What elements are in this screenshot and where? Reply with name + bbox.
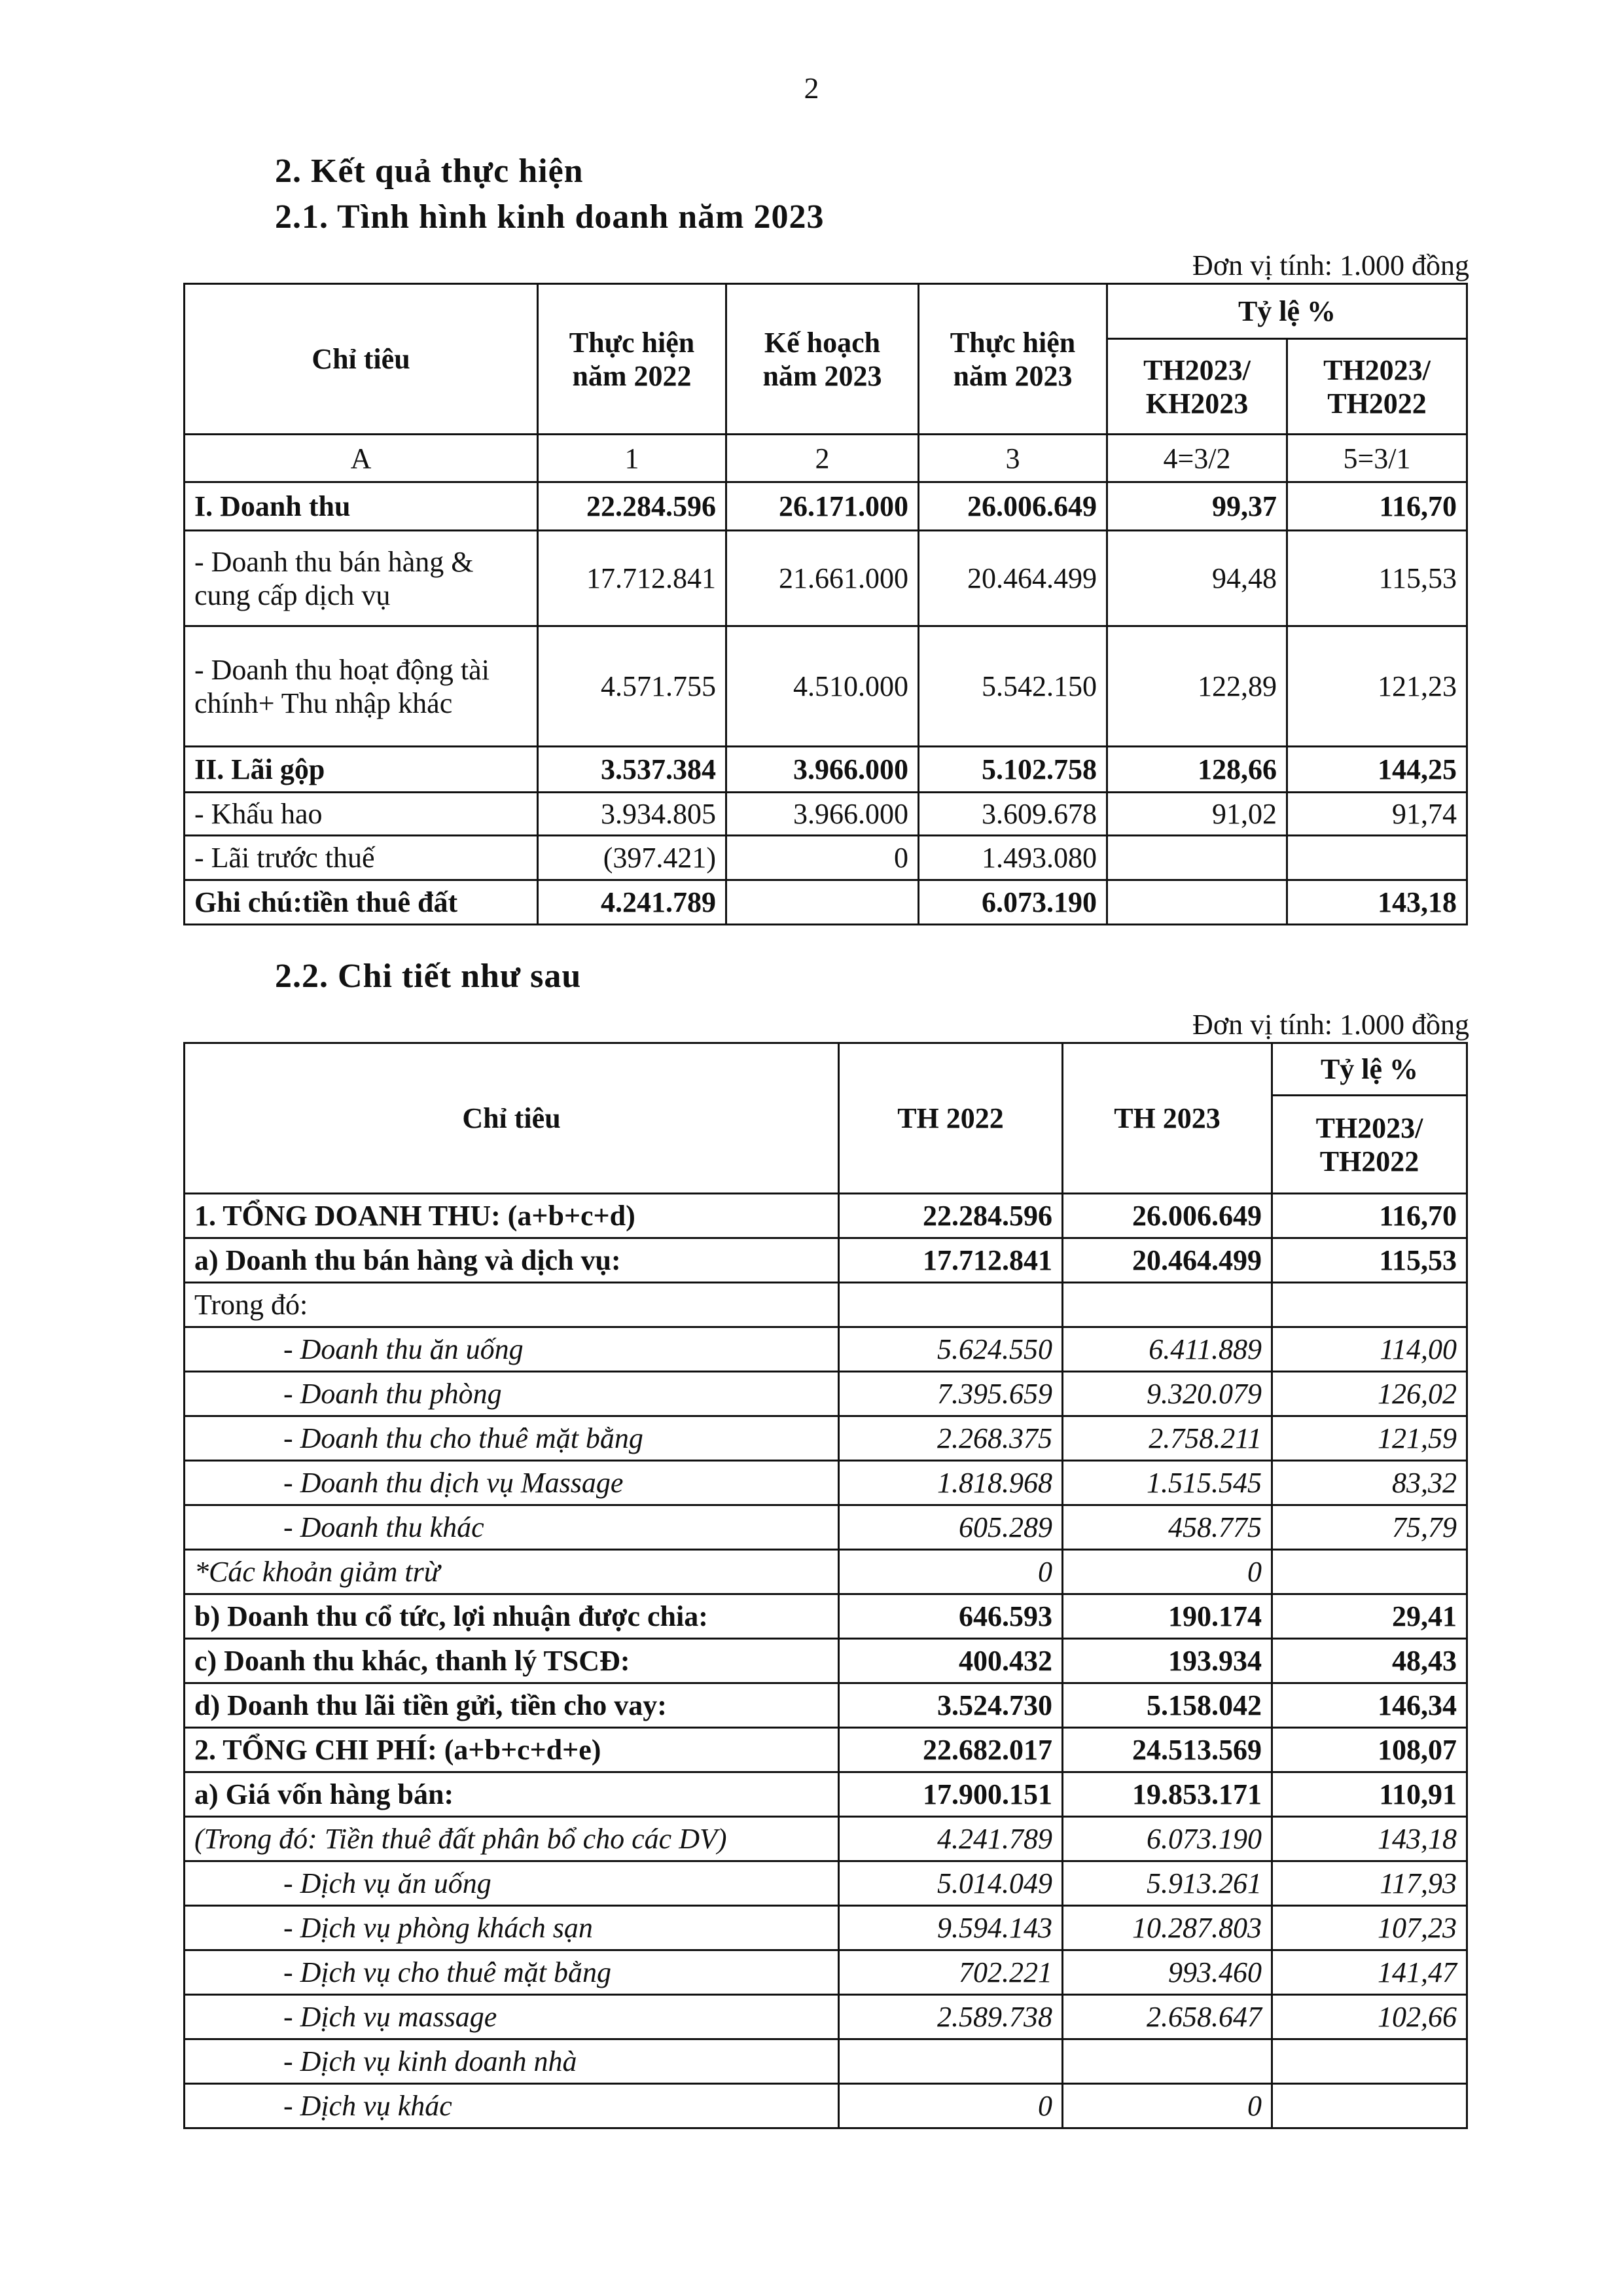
- table1-row-revenue: [185, 482, 1467, 531]
- value-cell: 17.712.841: [538, 531, 726, 626]
- table1-index-cell: 3: [919, 435, 1107, 482]
- table2-header-indicator: Chỉ tiêu: [185, 1043, 839, 1194]
- value-cell: 3.966.000: [726, 747, 919, 793]
- value-cell: [839, 2039, 1063, 2084]
- value-cell: 5.624.550: [839, 1327, 1063, 1372]
- value-cell: 0: [839, 1550, 1063, 1594]
- value-cell: 1.818.968: [839, 1461, 1063, 1505]
- row-label: b) Doanh thu cổ tức, lợi nhuận được chia:: [185, 1594, 839, 1639]
- value-cell: [1063, 2039, 1272, 2084]
- row-label: *Các khoản giảm trừ: [185, 1550, 839, 1594]
- value-cell: [1287, 836, 1467, 880]
- table1-row-gross-profit: [185, 747, 1467, 793]
- value-cell: 116,70: [1287, 482, 1467, 531]
- section-heading-results: 2. Kết quả thực hiện: [275, 152, 584, 190]
- table2-header-ratio: TH2023/ TH2022: [1272, 1096, 1467, 1194]
- table1-row-land-rent-note: [185, 880, 1467, 925]
- value-cell: 193.934: [1063, 1639, 1272, 1683]
- row-label: Trong đó:: [185, 1283, 839, 1327]
- table1-header-th-vs-kh: TH2023/ KH2023: [1107, 339, 1287, 435]
- row-label: - Lãi trước thuế: [185, 836, 538, 880]
- row-label: - Doanh thu dịch vụ Massage: [185, 1461, 839, 1505]
- value-cell: 5.102.758: [919, 747, 1107, 793]
- row-label: (Trong đó: Tiền thuê đất phân bổ cho các DV): [185, 1817, 839, 1861]
- table1-index-row: [185, 435, 1467, 482]
- value-cell: 0: [1063, 2084, 1272, 2128]
- table2-row: [185, 2039, 1467, 2084]
- table2-row: [185, 1416, 1467, 1461]
- value-cell: [1272, 2039, 1467, 2084]
- value-cell: 26.006.649: [1063, 1194, 1272, 1238]
- value-cell: 99,37: [1107, 482, 1287, 531]
- table2-row: [185, 1283, 1467, 1327]
- row-label: - Dịch vụ phòng khách sạn: [185, 1906, 839, 1950]
- row-label: 1. TỔNG DOANH THU: (a+b+c+d): [185, 1194, 839, 1238]
- table1-header-indicator: Chỉ tiêu: [185, 284, 538, 435]
- value-cell: 91,74: [1287, 793, 1467, 836]
- value-cell: 0: [1063, 1550, 1272, 1594]
- value-cell: 2.589.738: [839, 1995, 1063, 2039]
- table2-row: [185, 1861, 1467, 1906]
- row-label: a) Giá vốn hàng bán:: [185, 1772, 839, 1817]
- value-cell: 3.609.678: [919, 793, 1107, 836]
- value-cell: [1107, 880, 1287, 925]
- value-cell: 9.594.143: [839, 1906, 1063, 1950]
- value-cell: 7.395.659: [839, 1372, 1063, 1416]
- table1-header-row-1: [185, 284, 1467, 339]
- row-label: - Dịch vụ khác: [185, 2084, 839, 2128]
- row-label: - Doanh thu khác: [185, 1505, 839, 1550]
- value-cell: 2.758.211: [1063, 1416, 1272, 1461]
- value-cell: 17.712.841: [839, 1238, 1063, 1283]
- value-cell: 21.661.000: [726, 531, 919, 626]
- table2-header-th2022: TH 2022: [839, 1043, 1063, 1194]
- value-cell: 108,07: [1272, 1728, 1467, 1772]
- table1-row-financial-revenue: [185, 626, 1467, 747]
- row-label: - Doanh thu cho thuê mặt bằng: [185, 1416, 839, 1461]
- table2-header-th2023: TH 2023: [1063, 1043, 1272, 1194]
- row-label: - Dịch vụ massage: [185, 1995, 839, 2039]
- value-cell: 5.542.150: [919, 626, 1107, 747]
- value-cell: 22.284.596: [839, 1194, 1063, 1238]
- table2-row: [185, 1505, 1467, 1550]
- value-cell: 2.658.647: [1063, 1995, 1272, 2039]
- detail-table: [183, 1042, 1468, 2129]
- table1-index-cell: 5=3/1: [1287, 435, 1467, 482]
- value-cell: 115,53: [1272, 1238, 1467, 1283]
- table1-header-actual-2022: Thực hiện năm 2022: [538, 284, 726, 435]
- row-label: Ghi chú:tiền thuê đất: [185, 880, 538, 925]
- value-cell: 143,18: [1287, 880, 1467, 925]
- row-label: - Doanh thu ăn uống: [185, 1327, 839, 1372]
- row-label: II. Lãi gộp: [185, 747, 538, 793]
- value-cell: 128,66: [1107, 747, 1287, 793]
- value-cell: 20.464.499: [919, 531, 1107, 626]
- value-cell: [1272, 1550, 1467, 1594]
- table1-row-depreciation: [185, 793, 1467, 836]
- value-cell: 4.510.000: [726, 626, 919, 747]
- value-cell: 3.524.730: [839, 1683, 1063, 1728]
- value-cell: 115,53: [1287, 531, 1467, 626]
- table1-row-sales-revenue: [185, 531, 1467, 626]
- value-cell: 6.411.889: [1063, 1327, 1272, 1372]
- table2-header-row-1: [185, 1043, 1467, 1096]
- value-cell: [1107, 836, 1287, 880]
- value-cell: 5.014.049: [839, 1861, 1063, 1906]
- value-cell: 702.221: [839, 1950, 1063, 1995]
- table2-row: [185, 1995, 1467, 2039]
- table1-row-profit-before-tax: [185, 836, 1467, 880]
- value-cell: 107,23: [1272, 1906, 1467, 1950]
- value-cell: 17.900.151: [839, 1772, 1063, 1817]
- value-cell: 22.284.596: [538, 482, 726, 531]
- value-cell: 6.073.190: [919, 880, 1107, 925]
- table2-row: [185, 1950, 1467, 1995]
- value-cell: 116,70: [1272, 1194, 1467, 1238]
- value-cell: 22.682.017: [839, 1728, 1063, 1772]
- row-label: - Dịch vụ ăn uống: [185, 1861, 839, 1906]
- value-cell: 122,89: [1107, 626, 1287, 747]
- value-cell: 0: [839, 2084, 1063, 2128]
- value-cell: 26.171.000: [726, 482, 919, 531]
- value-cell: 114,00: [1272, 1327, 1467, 1372]
- row-label: a) Doanh thu bán hàng và dịch vụ:: [185, 1238, 839, 1283]
- value-cell: 24.513.569: [1063, 1728, 1272, 1772]
- value-cell: 29,41: [1272, 1594, 1467, 1639]
- table2-row: [185, 1594, 1467, 1639]
- value-cell: 190.174: [1063, 1594, 1272, 1639]
- value-cell: 19.853.171: [1063, 1772, 1272, 1817]
- value-cell: 102,66: [1272, 1995, 1467, 2039]
- value-cell: 3.537.384: [538, 747, 726, 793]
- value-cell: 3.966.000: [726, 793, 919, 836]
- value-cell: (397.421): [538, 836, 726, 880]
- page-number: 2: [804, 71, 819, 105]
- table1-header-actual-2023: Thực hiện năm 2023: [919, 284, 1107, 435]
- value-cell: 143,18: [1272, 1817, 1467, 1861]
- section-heading-details: 2.2. Chi tiết như sau: [275, 958, 582, 995]
- table1-index-cell: 1: [538, 435, 726, 482]
- table1-header-th-vs-th: TH2023/ TH2022: [1287, 339, 1467, 435]
- value-cell: 5.913.261: [1063, 1861, 1272, 1906]
- business-summary-table: [183, 283, 1468, 925]
- value-cell: 10.287.803: [1063, 1906, 1272, 1950]
- value-cell: 126,02: [1272, 1372, 1467, 1416]
- table2-row: [185, 1772, 1467, 1817]
- value-cell: 141,47: [1272, 1950, 1467, 1995]
- value-cell: 993.460: [1063, 1950, 1272, 1995]
- value-cell: [1272, 1283, 1467, 1327]
- table2-row: [185, 1817, 1467, 1861]
- row-label: - Doanh thu hoạt động tài chính+ Thu nhập khác: [185, 626, 538, 747]
- value-cell: [839, 1283, 1063, 1327]
- table2-row: [185, 1906, 1467, 1950]
- table2-row: [185, 1683, 1467, 1728]
- value-cell: 26.006.649: [919, 482, 1107, 531]
- table2-row: [185, 1639, 1467, 1683]
- value-cell: 458.775: [1063, 1505, 1272, 1550]
- row-label: - Doanh thu bán hàng & cung cấp dịch vụ: [185, 531, 538, 626]
- table1-header-plan-2023: Kế hoạch năm 2023: [726, 284, 919, 435]
- value-cell: 110,91: [1272, 1772, 1467, 1817]
- value-cell: 121,59: [1272, 1416, 1467, 1461]
- table2-row: [185, 2084, 1467, 2128]
- value-cell: [1063, 1283, 1272, 1327]
- row-label: - Khấu hao: [185, 793, 538, 836]
- table2-row: [185, 1728, 1467, 1772]
- unit-label-table1: Đơn vị tính: 1.000 đồng: [1192, 249, 1469, 281]
- value-cell: 91,02: [1107, 793, 1287, 836]
- row-label: I. Doanh thu: [185, 482, 538, 531]
- row-label: - Dịch vụ cho thuê mặt bằng: [185, 1950, 839, 1995]
- value-cell: 121,23: [1287, 626, 1467, 747]
- row-label: c) Doanh thu khác, thanh lý TSCĐ:: [185, 1639, 839, 1683]
- table2-row: [185, 1461, 1467, 1505]
- value-cell: 94,48: [1107, 531, 1287, 626]
- value-cell: 83,32: [1272, 1461, 1467, 1505]
- value-cell: 1.493.080: [919, 836, 1107, 880]
- value-cell: 1.515.545: [1063, 1461, 1272, 1505]
- value-cell: 117,93: [1272, 1861, 1467, 1906]
- value-cell: 146,34: [1272, 1683, 1467, 1728]
- value-cell: 605.289: [839, 1505, 1063, 1550]
- value-cell: 2.268.375: [839, 1416, 1063, 1461]
- row-label: d) Doanh thu lãi tiền gửi, tiền cho vay:: [185, 1683, 839, 1728]
- value-cell: 4.571.755: [538, 626, 726, 747]
- table1-index-cell: 4=3/2: [1107, 435, 1287, 482]
- value-cell: 4.241.789: [839, 1817, 1063, 1861]
- value-cell: [1272, 2084, 1467, 2128]
- value-cell: [726, 880, 919, 925]
- table1-index-cell: 2: [726, 435, 919, 482]
- table2-header-ratio-group: Tỷ lệ %: [1272, 1043, 1467, 1096]
- table2-row: [185, 1550, 1467, 1594]
- value-cell: 20.464.499: [1063, 1238, 1272, 1283]
- value-cell: 3.934.805: [538, 793, 726, 836]
- table2-row: [185, 1238, 1467, 1283]
- table2-row: [185, 1194, 1467, 1238]
- table2-row: [185, 1327, 1467, 1372]
- value-cell: 6.073.190: [1063, 1817, 1272, 1861]
- table1-header-ratio-group: Tỷ lệ %: [1107, 284, 1467, 339]
- value-cell: 0: [726, 836, 919, 880]
- value-cell: 5.158.042: [1063, 1683, 1272, 1728]
- row-label: 2. TỔNG CHI PHÍ: (a+b+c+d+e): [185, 1728, 839, 1772]
- value-cell: 48,43: [1272, 1639, 1467, 1683]
- row-label: - Dịch vụ kinh doanh nhà: [185, 2039, 839, 2084]
- unit-label-table2: Đơn vị tính: 1.000 đồng: [1192, 1009, 1469, 1041]
- value-cell: 646.593: [839, 1594, 1063, 1639]
- row-label: - Doanh thu phòng: [185, 1372, 839, 1416]
- value-cell: 400.432: [839, 1639, 1063, 1683]
- value-cell: 4.241.789: [538, 880, 726, 925]
- table1-index-cell: A: [185, 435, 538, 482]
- value-cell: 75,79: [1272, 1505, 1467, 1550]
- value-cell: 144,25: [1287, 747, 1467, 793]
- table2-row: [185, 1372, 1467, 1416]
- section-heading-business-2023: 2.1. Tình hình kinh doanh năm 2023: [275, 198, 825, 236]
- value-cell: 9.320.079: [1063, 1372, 1272, 1416]
